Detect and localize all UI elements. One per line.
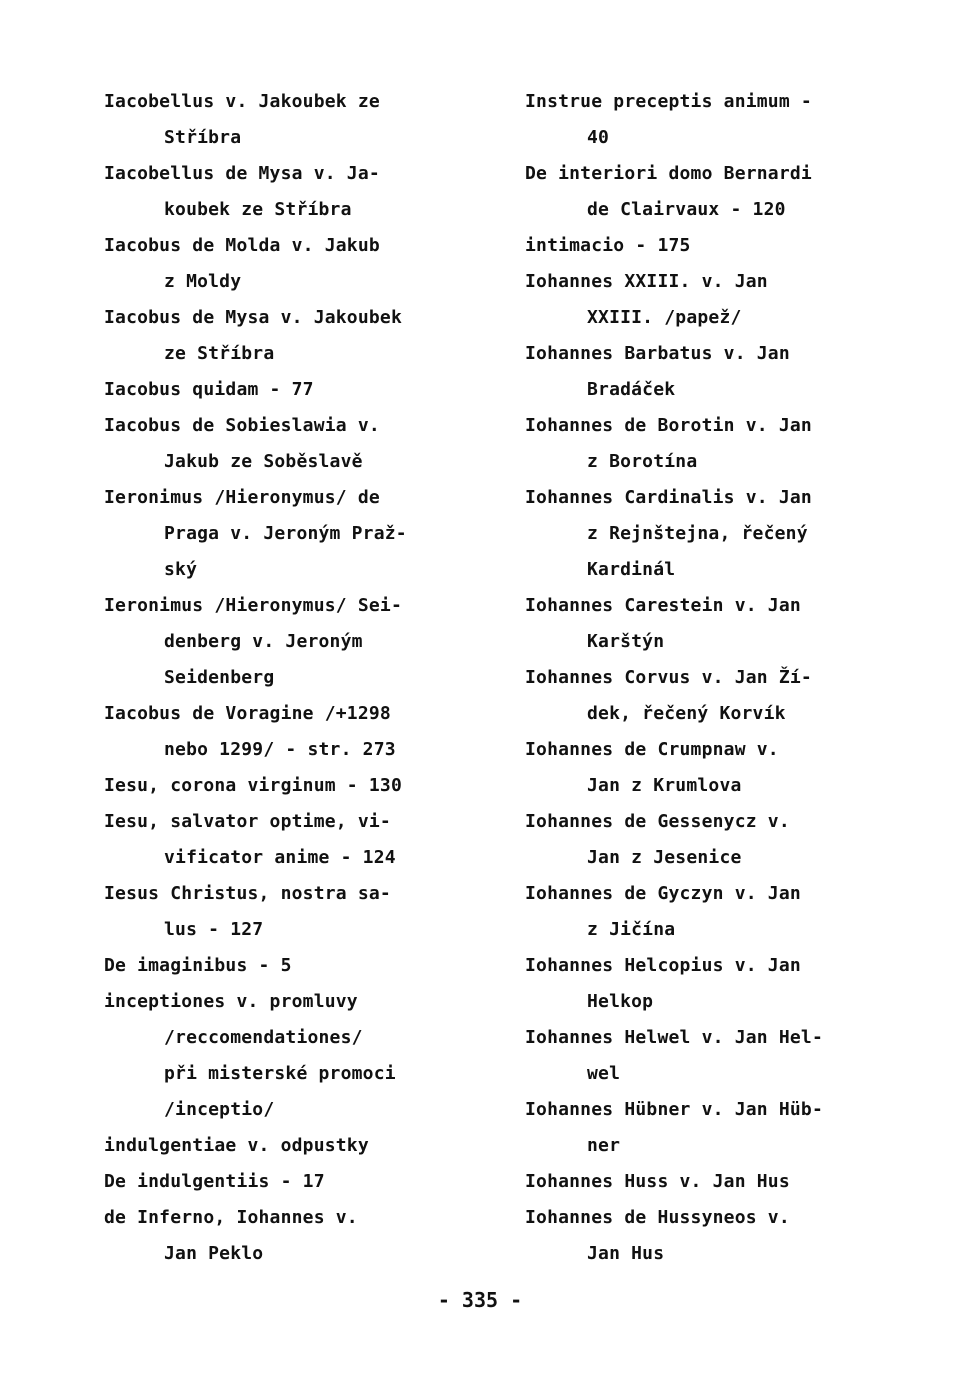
entry-headword-line: Iacobellus v. Jakoubek ze bbox=[104, 91, 380, 112]
entry-continuation-line: Jan z Jesenice bbox=[587, 847, 742, 868]
entry-headword-line: Iacobus de Molda v. Jakub bbox=[104, 235, 380, 256]
left-index-column bbox=[104, 84, 494, 1272]
index-entry bbox=[525, 876, 915, 948]
entry-headword-line: De indulgentiis - 17 bbox=[104, 1171, 325, 1192]
index-entry bbox=[525, 1164, 915, 1200]
index-entry bbox=[104, 300, 494, 372]
index-entry bbox=[525, 1020, 915, 1092]
index-entry bbox=[104, 1128, 494, 1164]
index-entry bbox=[104, 876, 494, 948]
entry-continuation-line: z Rejnštejna, řečený bbox=[587, 523, 808, 544]
entry-continuation-line: Jan z Krumlova bbox=[587, 775, 742, 796]
index-entry bbox=[104, 372, 494, 408]
entry-headword-line: inceptiones v. promluvy bbox=[104, 991, 358, 1012]
entry-headword-line: Iohannes Barbatus v. Jan bbox=[525, 343, 790, 364]
entry-headword-line: Iohannes de Crumpnaw v. bbox=[525, 739, 779, 760]
index-entry bbox=[104, 948, 494, 984]
entry-headword-line: Iohannes de Hussyneos v. bbox=[525, 1207, 790, 1228]
index-entry bbox=[104, 588, 494, 696]
entry-continuation-line: Jakub ze Soběslavě bbox=[164, 451, 363, 472]
entry-headword-line: Iesus Christus, nostra sa- bbox=[104, 883, 391, 904]
entry-headword-line: Instrue preceptis animum - bbox=[525, 91, 812, 112]
entry-continuation-line: z Moldy bbox=[164, 271, 242, 292]
index-entry bbox=[525, 228, 915, 264]
entry-continuation-line: wel bbox=[587, 1063, 621, 1084]
index-entry bbox=[104, 480, 494, 588]
entry-headword-line: Iohannes Helcopius v. Jan bbox=[525, 955, 801, 976]
entry-headword-line: Iesu, salvator optime, vi- bbox=[104, 811, 391, 832]
entry-continuation-line: Bradáček bbox=[587, 379, 676, 400]
entry-continuation-line: XXIII. /papež/ bbox=[587, 307, 742, 328]
entry-headword-line: De interiori domo Bernardi bbox=[525, 163, 812, 184]
entry-headword-line: Iohannes de Gessenycz v. bbox=[525, 811, 790, 832]
entry-headword-line: Iacobellus de Mysa v. Ja- bbox=[104, 163, 380, 184]
entry-headword-line: Iohannes Hübner v. Jan Hüb- bbox=[525, 1099, 823, 1120]
index-entry bbox=[104, 984, 494, 1128]
entry-continuation-line: ský bbox=[164, 559, 198, 580]
entry-headword-line: Iohannes Carestein v. Jan bbox=[525, 595, 801, 616]
entry-continuation-line: z Borotína bbox=[587, 451, 698, 472]
entry-continuation-line: de Clairvaux - 120 bbox=[587, 199, 786, 220]
entry-continuation-line: ze Stříbra bbox=[164, 343, 275, 364]
entry-headword-line: Ieronimus /Hieronymus/ de bbox=[104, 487, 380, 508]
entry-headword-line: Iohannes Huss v. Jan Hus bbox=[525, 1171, 790, 1192]
index-entry bbox=[104, 768, 494, 804]
entry-headword-line: indulgentiae v. odpustky bbox=[104, 1135, 369, 1156]
index-entry bbox=[525, 588, 915, 660]
index-entry bbox=[525, 804, 915, 876]
entry-headword-line: Iohannes Corvus v. Jan Ží- bbox=[525, 667, 812, 688]
entry-continuation-line: Praga v. Jeroným Praž- bbox=[164, 523, 407, 544]
entry-continuation-line: z Jičína bbox=[587, 919, 676, 940]
entry-continuation-line: vificator anime - 124 bbox=[164, 847, 396, 868]
index-entry bbox=[525, 336, 915, 408]
index-entry bbox=[525, 660, 915, 732]
right-index-column bbox=[525, 84, 915, 1272]
entry-continuation-line: Stříbra bbox=[164, 127, 242, 148]
entry-continuation-line: /reccomendationes/ bbox=[164, 1027, 363, 1048]
index-entry bbox=[104, 696, 494, 768]
entry-continuation-line: Karštýn bbox=[587, 631, 665, 652]
entry-headword-line: Iacobus de Voragine /+1298 bbox=[104, 703, 391, 724]
entry-headword-line: Iohannes de Borotin v. Jan bbox=[525, 415, 812, 436]
page-number: - 335 - bbox=[437, 1288, 523, 1312]
entry-headword-line: Iacobus quidam - 77 bbox=[104, 379, 314, 400]
entry-headword-line: Ieronimus /Hieronymus/ Sei- bbox=[104, 595, 402, 616]
index-entry bbox=[104, 228, 494, 300]
entry-continuation-line: nebo 1299/ - str. 273 bbox=[164, 739, 396, 760]
entry-continuation-line: denberg v. Jeroným bbox=[164, 631, 363, 652]
entry-headword-line: Iohannes XXIII. v. Jan bbox=[525, 271, 768, 292]
entry-headword-line: Iohannes de Gyczyn v. Jan bbox=[525, 883, 801, 904]
index-entry bbox=[525, 948, 915, 1020]
entry-continuation-line: Kardinál bbox=[587, 559, 676, 580]
entry-headword-line: Iohannes Helwel v. Jan Hel- bbox=[525, 1027, 823, 1048]
entry-headword-line: de Inferno, Iohannes v. bbox=[104, 1207, 358, 1228]
index-entry bbox=[104, 1164, 494, 1200]
index-entry bbox=[525, 732, 915, 804]
index-entry bbox=[525, 408, 915, 480]
entry-continuation-line: ner bbox=[587, 1135, 621, 1156]
index-entry bbox=[525, 1200, 915, 1272]
index-entry bbox=[104, 156, 494, 228]
index-entry bbox=[104, 1200, 494, 1272]
entry-headword-line: intimacio - 175 bbox=[525, 235, 691, 256]
entry-headword-line: De imaginibus - 5 bbox=[104, 955, 292, 976]
index-entry bbox=[525, 156, 915, 228]
index-entry bbox=[525, 264, 915, 336]
entry-continuation-line: Jan Hus bbox=[587, 1243, 665, 1264]
entry-continuation-line: 40 bbox=[587, 127, 610, 148]
index-entry bbox=[104, 804, 494, 876]
entry-headword-line: Iacobus de Sobieslawia v. bbox=[104, 415, 380, 436]
entry-continuation-line: při misterské promoci bbox=[164, 1063, 396, 1084]
index-entry bbox=[525, 1092, 915, 1164]
entry-headword-line: Iesu, corona virginum - 130 bbox=[104, 775, 402, 796]
entry-continuation-line: lus - 127 bbox=[164, 919, 264, 940]
entry-headword-line: Iacobus de Mysa v. Jakoubek bbox=[104, 307, 402, 328]
index-entry bbox=[104, 84, 494, 156]
entry-continuation-line: Jan Peklo bbox=[164, 1243, 264, 1264]
entry-continuation-line: /inceptio/ bbox=[164, 1099, 275, 1120]
entry-continuation-line: dek, řečený Korvík bbox=[587, 703, 786, 724]
index-entry bbox=[525, 480, 915, 588]
index-entry bbox=[525, 84, 915, 156]
entry-continuation-line: koubek ze Stříbra bbox=[164, 199, 352, 220]
entry-continuation-line: Helkop bbox=[587, 991, 654, 1012]
index-entry bbox=[104, 408, 494, 480]
entry-headword-line: Iohannes Cardinalis v. Jan bbox=[525, 487, 812, 508]
entry-continuation-line: Seidenberg bbox=[164, 667, 275, 688]
